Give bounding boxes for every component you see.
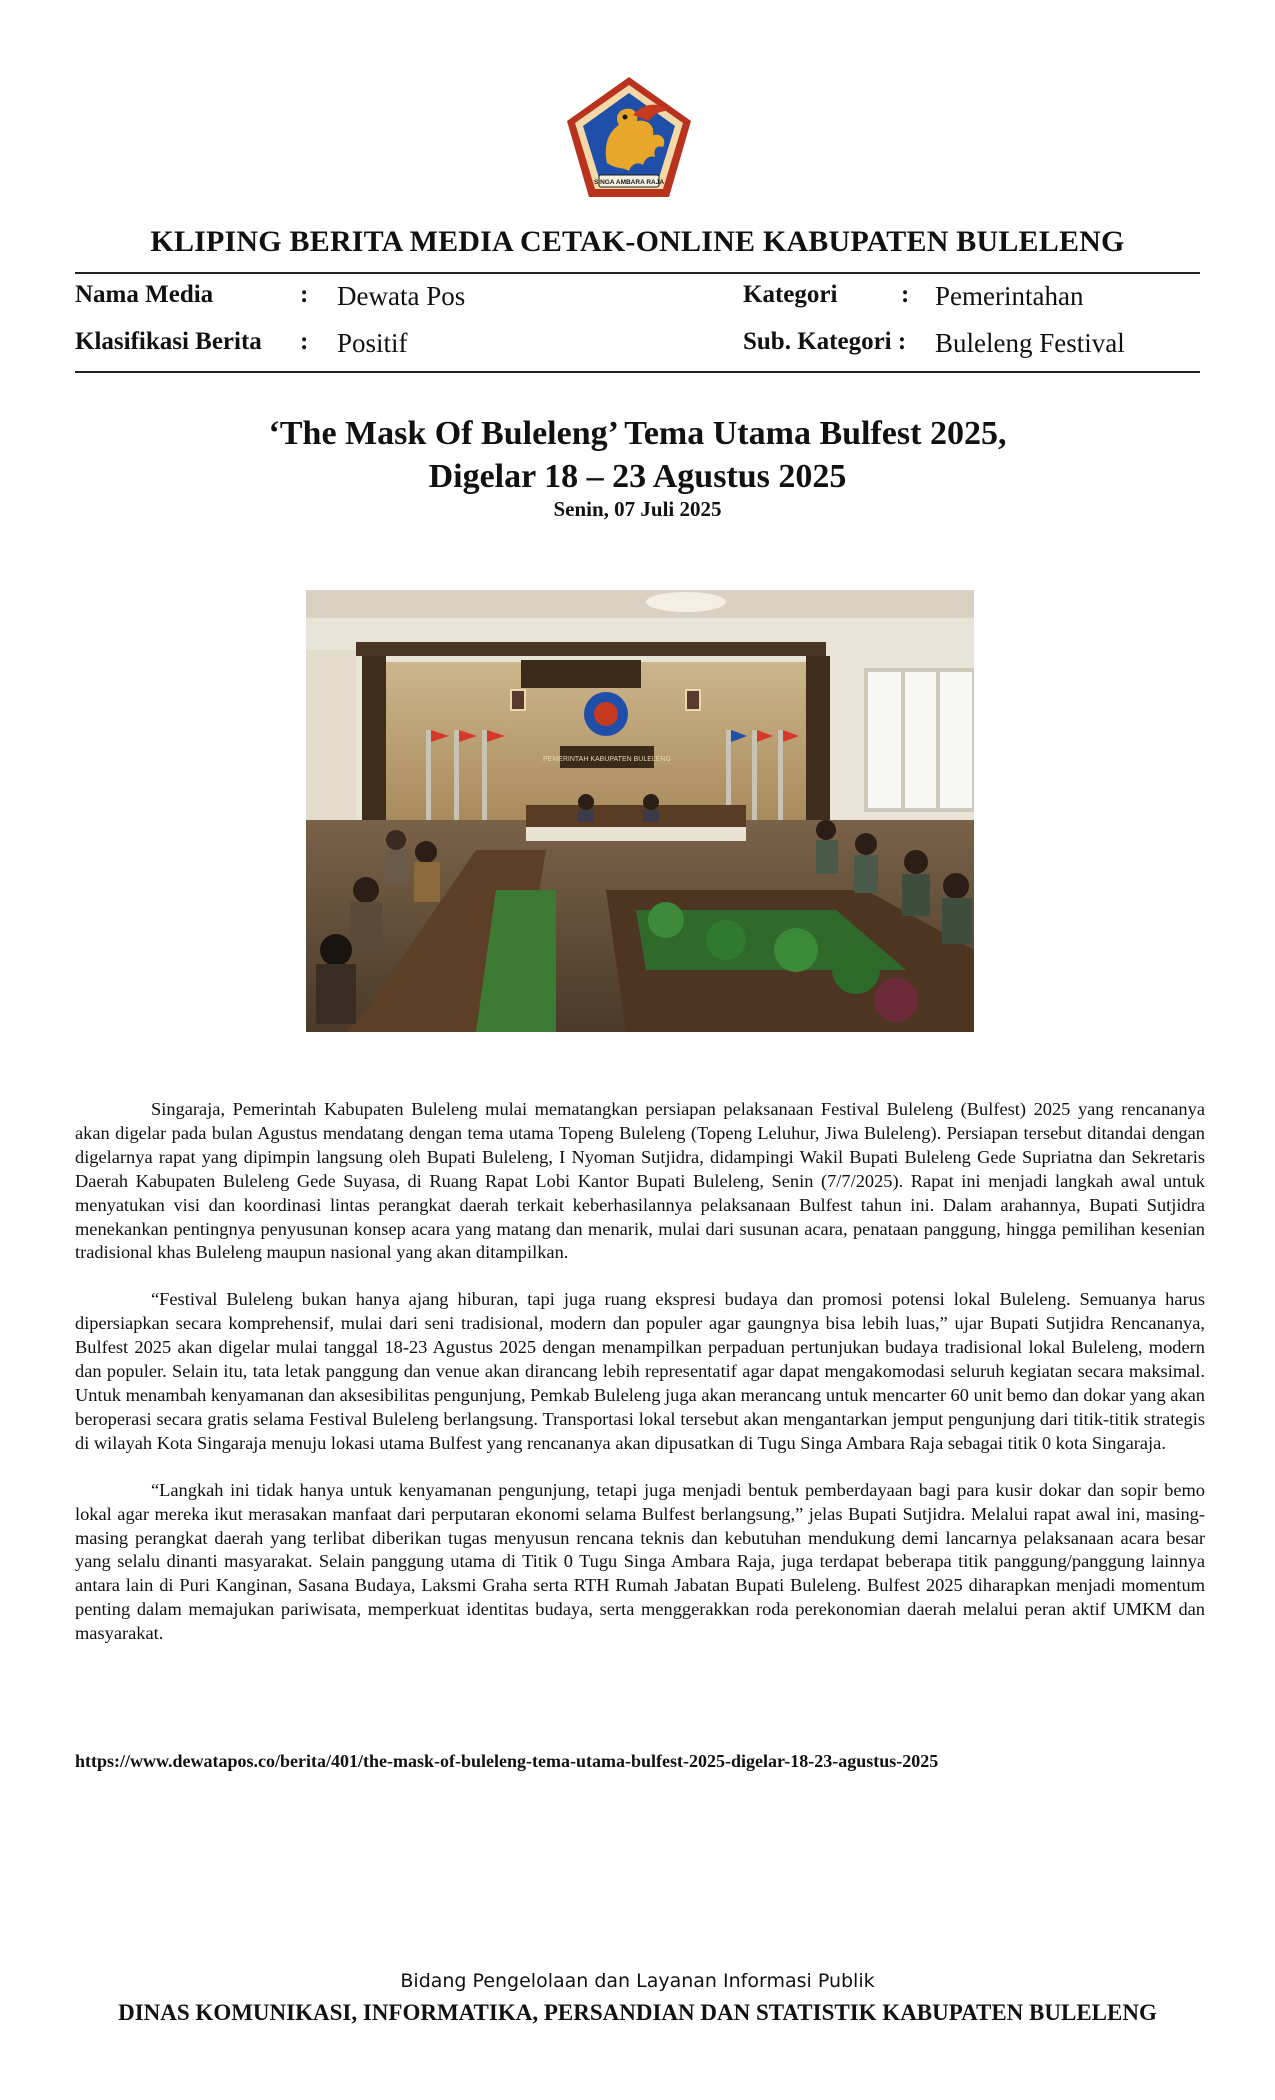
footer-department: Bidang Pengelolaan dan Layanan Informasi Publik (400, 1970, 875, 1992)
kategori-label: Kategori (743, 281, 838, 308)
media-label: Nama Media (75, 281, 214, 308)
article-body (75, 1098, 1205, 1669)
page-header-title: KLIPING BERITA MEDIA CETAK-ONLINE KABUPATEN BULELENG (150, 225, 1125, 258)
media-value: Dewata Pos (337, 281, 466, 311)
article-title-line-2: Digelar 18 – 23 Agustus 2025 (428, 458, 847, 495)
article-paragraph-1: Singaraja, Pemerintah Kabupaten Buleleng mulai mematangkan persiapan pelaksanaan Festival Buleleng (Bulfest) 2025 yang rencananya akan digelar pada bulan Agustus mendatang dengan tema utama Topeng Buleleng (Topeng Leluhur, Jiwa Buleleng). Persiapan tersebut ditandai dengan digelarnya rapat yang dipimpin langsung oleh Bupati Buleleng, I Nyoman Sutjidra, didampingi Wakil Bupati Buleleng Gede Supriatna dan Sekretaris Daerah Kabupaten Buleleng Gede Suyasa, di Ruang Rapat Lobi Kantor Bupati Buleleng, Senin (7/7/2025). Rapat ini menjadi langkah awal untuk menyatukan visi dan koordinasi lintas perangkat daerah terkait keberhasilannya pelaksanaan Bulfest tahun ini. Dalam arahannya, Bupati Sutjidra menekankan pentingnya penyusunan konsep acara yang matang dan menarik, mulai dari susunan acara, penataan panggung, hingga pemilihan kesenian tradisional khas Buleleng maupun nasional yang akan ditampilkan. (75, 1099, 1205, 1263)
footer-agency: DINAS KOMUNIKASI, INFORMATIKA, PERSANDIAN DAN STATISTIK KABUPATEN BULELENG (118, 2000, 1157, 2025)
article-title (75, 412, 1200, 498)
kategori-colon: : (901, 281, 910, 308)
source-url-link[interactable]: https://www.dewatapos.co/berita/401/the-mask-of-buleleng-tema-utama-bulfest-2025-digelar-18-23-agustus-2025 (75, 1751, 939, 1771)
header-divider-top (75, 272, 1200, 274)
klasifikasi-value: Positif (337, 328, 408, 358)
article-title-line-1: ‘The Mask Of Buleleng’ Tema Utama Bulfest 2025, (268, 415, 1007, 452)
header-divider-bottom (75, 371, 1200, 373)
kategori-value: Pemerintahan (935, 281, 1084, 311)
article-photo (306, 590, 974, 1032)
media-colon: : (300, 281, 309, 308)
klasifikasi-label: Klasifikasi Berita (75, 328, 262, 355)
article-paragraph-2: “Festival Buleleng bukan hanya ajang hiburan, tapi juga ruang ekspresi budaya dan promosi potensi lokal Buleleng. Semuanya harus dipersiapkan secara komprehensif, mulai dari seni tradisional, modern dan populer agar gaungnya bisa lebih luas,” ujar Bupati Sutjidra Rencananya, Bulfest 2025 akan digelar mulai tanggal 18-23 Agustus 2025 dengan menampilkan perpaduan pertunjukan budaya tradisional lokal Buleleng, modern dan populer. Selain itu, tata letak panggung dan venue akan dirancang lebih representatif agar dapat mengakomodasi seluruh kegiatan secara maksimal. Untuk menambah kenyamanan dan aksesibilitas pengunjung, Pemkab Buleleng juga akan merancang untuk mencarter 60 unit bemo dan dokar yang akan beroperasi secara gratis selama Festival Buleleng berlangsung. Transportasi lokal tersebut akan mengantarkan jemput pengunjung dari titik-titik strategis di wilayah Kota Singaraja menuju lokasi utama Bulfest yang rencananya akan dipusatkan di Tugu Singa Ambara Raja sebagai titik 0 kota Singaraja. (75, 1289, 1205, 1453)
subkategori-value: Buleleng Festival (935, 328, 1125, 358)
article-paragraph-3: “Langkah ini tidak hanya untuk kenyamanan pengunjung, tetapi juga menjadi bentuk pemberdayaan bagi para kusir dokar dan sopir bemo lokal agar mereka ikut merasakan manfaat dari perputaran ekonomi selama Bulfest berlangsung,” jelas Bupati Sutjidra. Melalui rapat awal ini, masing-masing perangkat daerah yang terlibat diberikan tugas menyusun rencana teknis dan kebutuhan mendukung demi lancarnya pelaksanaan acara besar yang selalu dinanti masyarakat. Selain panggung utama di Titik 0 Tugu Singa Ambara Raja, juga terdapat beberapa titik panggung/panggung lainnya antara lain di Puri Kanginan, Sasana Budaya, Laksmi Graha serta RTH Rumah Jabatan Bupati Buleleng. Bulfest 2025 diharapkan menjadi momentum penting dalam memajukan pariwisata, memperkuat identitas budaya, serta menggerakkan roda perekonomian daerah melalui peran aktif UMKM dan masyarakat. (75, 1479, 1205, 1644)
photo-banner-text: PEMERINTAH KABUPATEN BULELENG (543, 756, 671, 763)
logo-caption: SINGA AMBARA RAJA (593, 179, 665, 186)
article-date: Senin, 07 Juli 2025 (553, 497, 722, 521)
kabupaten-buleleng-logo (563, 75, 695, 201)
subkategori-label: Sub. Kategori : (743, 328, 907, 355)
klasifikasi-colon: : (300, 328, 309, 355)
